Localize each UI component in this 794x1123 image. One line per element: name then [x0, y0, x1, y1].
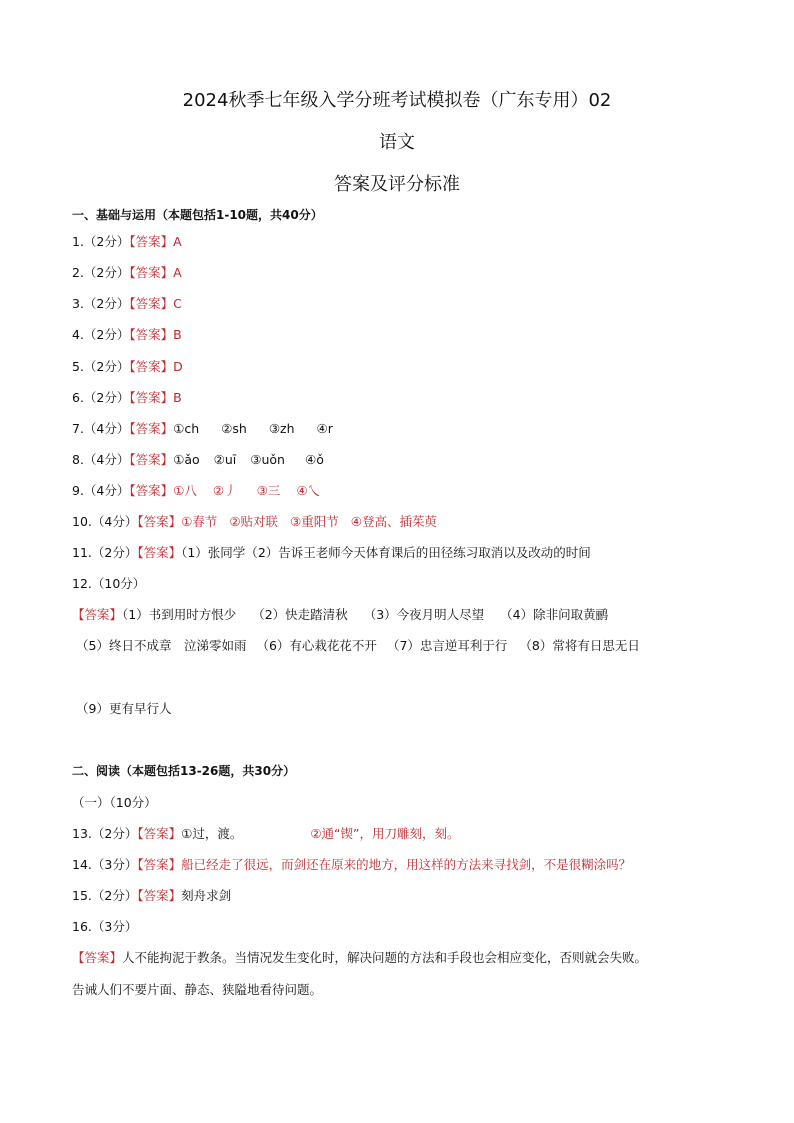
- question-number: 11.（2分）: [72, 545, 138, 560]
- question-number: 14.（3分）: [72, 857, 138, 872]
- answer-line-q7: [72, 419, 333, 437]
- answer-part: （1）书到用时方恨少: [122, 607, 237, 622]
- answer-tag: 【答案】: [129, 296, 174, 311]
- answer-value: A: [173, 234, 182, 249]
- answer-line-q9: [72, 481, 320, 499]
- answer-part: ④ǒ: [304, 452, 324, 467]
- answer-value: 人不能拘泥于教条。当情况发生变化时，解决问题的方法和手段也会相应变化，否则就会失败。: [122, 950, 648, 965]
- answer-line-q4: [72, 325, 182, 343]
- answer-value: A: [173, 265, 182, 280]
- question-number: 1.（2分）: [72, 234, 130, 249]
- answer-value: 刻舟求剑: [181, 888, 232, 903]
- answer-tag: 【答案】: [137, 826, 182, 841]
- document-subtitle: 答案及评分标准: [334, 174, 460, 195]
- answer-tag: 【答案】: [129, 483, 174, 498]
- answer-part: ①八: [173, 483, 197, 498]
- answer-line-q12-c: （9）更有早行人: [76, 701, 172, 716]
- answer-line-q14: [72, 855, 631, 873]
- answer-line-q6: [72, 388, 182, 406]
- answer-tag: 【答案】: [137, 857, 182, 872]
- question-number: 15.（2分）: [72, 888, 138, 903]
- question-number: 13.（2分）: [72, 826, 138, 841]
- question-number: 6.（2分）: [72, 390, 130, 405]
- answer-tag: 【答案】: [129, 265, 174, 280]
- answer-part: ②uī: [213, 452, 237, 467]
- question-number-q16: 16.（3分）: [72, 919, 138, 934]
- answer-tag: 【答案】: [72, 607, 123, 622]
- answer-tag: 【答案】: [129, 359, 174, 374]
- answer-part: ①过，渡。: [181, 826, 243, 841]
- answer-value: C: [173, 296, 182, 311]
- answer-part: ②通“锲”，用刀雕刻，刻。: [310, 826, 460, 841]
- question-number: 7.（4分）: [72, 421, 130, 436]
- document-title: 2024秋季七年级入学分班考试模拟卷（广东专用）02: [182, 90, 612, 111]
- answer-line-q12-a: [72, 605, 608, 623]
- answer-part: ②sh: [221, 421, 247, 436]
- answer-line-q2: [72, 263, 182, 281]
- answer-value: （1）张同学（2）告诉王老师今天体育课后的田径练习取消以及改动的时间: [181, 545, 591, 560]
- answer-tag: 【答案】: [137, 545, 182, 560]
- answer-line-q16-b: 告诫人们不要片面、静态、狭隘地看待问题。: [72, 982, 323, 997]
- answer-tag: 【答案】: [137, 514, 182, 529]
- answer-part: ①ch: [173, 421, 200, 436]
- answer-value: B: [173, 327, 182, 342]
- question-number: 8.（4分）: [72, 452, 130, 467]
- question-number: 4.（2分）: [72, 327, 130, 342]
- answer-line-q1: [72, 232, 182, 250]
- question-number: 10.（4分）: [72, 514, 138, 529]
- answer-part: ④乀: [296, 483, 321, 498]
- answer-part: （4）除非问取黄鹂: [500, 607, 609, 622]
- answer-part: ④登高、插茱萸: [350, 514, 437, 529]
- answer-tag: 【答案】: [129, 452, 174, 467]
- question-number: 2.（2分）: [72, 265, 130, 280]
- answer-part: （5）终日不成章 泣涕零如雨: [76, 638, 247, 653]
- answer-part: ④r: [316, 421, 333, 436]
- subject-title: 语文: [379, 132, 415, 153]
- answer-part: ③zh: [268, 421, 295, 436]
- answer-part: （3）今夜月明人尽望: [363, 607, 485, 622]
- question-number: 5.（2分）: [72, 359, 130, 374]
- answer-tag: 【答案】: [129, 327, 174, 342]
- section1-heading: 一、基础与运用（本题包括1-10题，共40分）: [72, 208, 323, 222]
- subsection-heading: （一）（10分）: [72, 795, 157, 810]
- question-number-q12: 12.（10分）: [72, 576, 146, 591]
- answer-part: ②贴对联: [229, 514, 279, 529]
- answer-line-q15: [72, 886, 231, 904]
- answer-tag: 【答案】: [137, 888, 182, 903]
- answer-line-q5: [72, 357, 183, 375]
- answer-part: （8）常将有日思无日: [519, 638, 640, 653]
- answer-part: ①春节: [181, 514, 218, 529]
- answer-line-q12-b: [76, 636, 640, 654]
- answer-value: D: [173, 359, 183, 374]
- answer-line-q3: [72, 294, 182, 312]
- answer-part: ③uǒn: [250, 452, 285, 467]
- answer-value: B: [173, 390, 182, 405]
- answer-part: （6）有心栽花花不开: [256, 638, 377, 653]
- question-number: 3.（2分）: [72, 296, 130, 311]
- answer-line-q10: [72, 512, 437, 530]
- answer-line-q13: [72, 824, 460, 842]
- answer-part: （7）忠言逆耳利于行: [386, 638, 508, 653]
- answer-tag: 【答案】: [72, 950, 123, 965]
- answer-line-q16-a: [72, 948, 647, 966]
- section2-heading: 二、阅读（本题包括13-26题，共30分）: [72, 764, 296, 778]
- answer-tag: 【答案】: [129, 390, 174, 405]
- answer-part: ①ǎo: [173, 452, 200, 467]
- answer-part: ③三: [256, 483, 281, 498]
- answer-value: 船已经走了很远，而剑还在原来的地方，用这样的方法来寻找剑，不是很糊涂吗？: [181, 857, 632, 872]
- answer-line-q11: [72, 543, 591, 561]
- answer-part: （2）快走踏清秋: [252, 607, 348, 622]
- answer-part: ②丿: [212, 483, 237, 498]
- answer-part: ③重阳节: [290, 514, 339, 529]
- answer-tag: 【答案】: [129, 421, 174, 436]
- question-number: 9.（4分）: [72, 483, 130, 498]
- answer-line-q8: [72, 450, 324, 468]
- answer-tag: 【答案】: [129, 234, 174, 249]
